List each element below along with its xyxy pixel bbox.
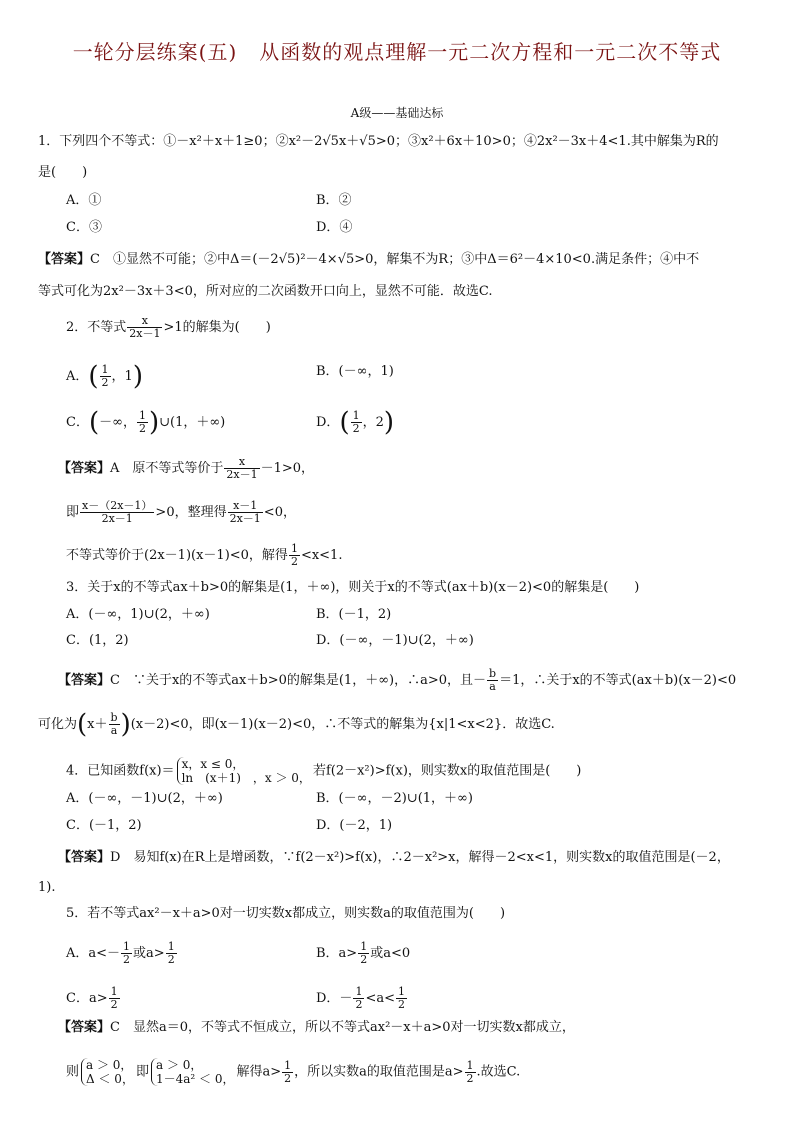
paren-right: ): [148, 407, 160, 438]
numerator: b: [110, 711, 118, 724]
denominator: 2: [110, 998, 118, 1011]
denominator: a: [489, 680, 496, 693]
denominator: 2x－1: [226, 468, 258, 481]
q5-stem: 5．若不等式ax²－x＋a>0对一切实数x都成立，则实数a的取值范围为( ): [66, 906, 506, 921]
q5-option-d-pre: D．－: [316, 991, 353, 1006]
inequality-system: [81, 1058, 134, 1086]
q2-option-d-post: ，2: [362, 415, 384, 430]
q2-answer-1: [58, 456, 764, 481]
q2-option-a-post: ，1: [111, 369, 133, 384]
fraction: [224, 456, 259, 481]
answer-tag: 【答案】: [58, 1020, 111, 1035]
q2-answer-2-post: <0，: [263, 505, 296, 520]
fraction: [80, 500, 154, 525]
denominator: 2: [284, 1071, 292, 1085]
q4-option-a: A．(－∞，－1)∪(2，＋∞): [66, 791, 223, 806]
q2-option-c: C．: [66, 415, 89, 430]
denominator: 2x－1: [129, 327, 161, 340]
q5-answer-2-mid2: 解得a>: [236, 1064, 282, 1080]
q5-answer-text: C 显然a＝0，不等式不恒成立，所以不等式ax²－x＋a>0对一切实数x都成立，: [110, 1020, 575, 1035]
q1-stem: 1．下列四个不等式：①－x²＋x＋1≥0；②x²－2√5x＋√5>0；③x²＋6x＋10>0；④2x²－3x＋4<1.其中解集为R的: [38, 134, 719, 149]
system-line-1: a ＞ 0，: [86, 1058, 133, 1072]
q1-options-cd: [66, 220, 764, 236]
numerator: 1: [355, 985, 363, 998]
q5-options-cd: [66, 986, 764, 1011]
fraction: [358, 941, 369, 966]
q5-answer-2-pre: 则: [66, 1064, 80, 1080]
q5-answer-2: [66, 1058, 764, 1086]
q2-options-cd: [66, 407, 764, 438]
q2-stem-post: >1的解集为( ): [163, 320, 271, 335]
q3-answer-1-post: ＝1，∴关于x的不等式(ax＋b)(x－2)<0: [499, 673, 737, 688]
piecewise-function: [177, 757, 311, 785]
q3-option-a: A．(－∞，1)∪(2，＋∞): [66, 607, 210, 622]
q3-stem: 3．关于x的不等式ax＋b>0的解集是(1，＋∞)，则关于x的不等式(ax＋b)(x－2)<0的解集是( ): [66, 580, 640, 595]
q5-answer-2-post: .故选C.: [476, 1064, 521, 1080]
q4-answer-text: D 易知f(x)在R上是增函数，∵f(2－x²)>f(x)，∴2－x²>x，解得－2<x<1，则实数x的取值范围是(－2，: [110, 850, 730, 865]
q2-option-d-pre: D．: [316, 415, 340, 430]
paren-left: (: [77, 709, 88, 740]
q3-answer-2-pre: 可化为: [38, 717, 78, 732]
q1-option-b: B．②: [316, 193, 352, 208]
q2-answer-3-pre: 不等式等价于(2x－1)(x－1)<0，解得: [66, 548, 288, 563]
fraction: [396, 986, 407, 1011]
fraction: [487, 668, 498, 693]
numerator: 1: [110, 985, 118, 998]
paren-left: (: [339, 407, 350, 438]
q2-option-c-post: ∪(1，＋∞): [159, 415, 226, 430]
q4-stem-pre: 4．已知函数f(x)＝: [66, 763, 175, 779]
denominator: 2: [352, 422, 360, 435]
denominator: 2x－1: [229, 512, 261, 525]
q3-options-cd: [66, 633, 764, 649]
q3-option-c: C．(1，2): [66, 633, 129, 648]
q2-stem-pre: 2．不等式: [66, 320, 127, 335]
numerator: 1: [290, 542, 298, 555]
q4-option-c: C．(－1，2): [66, 818, 142, 833]
q3-option-b: B．(－1，2): [316, 607, 392, 622]
numerator: x: [224, 456, 259, 469]
q3-answer-2: [38, 709, 764, 740]
q4-stem-post: 若f(2－x²)>f(x)，则实数x的取值范围是( ): [312, 763, 582, 779]
system-line-2: Δ ＜ 0，: [86, 1072, 134, 1086]
q3-answer-1-pre: C ∵关于x的不等式ax＋b>0的解集是(1，＋∞)，∴a>0，且－: [110, 673, 487, 688]
q1-answer-text: C ①显然不可能；②中Δ＝(－2√5)²－4×√5>0，解集不为R；③中Δ＝6²－4×10<0.满足条件；④中不: [90, 252, 700, 267]
q2-options-ab: [66, 361, 764, 392]
numerator: 1: [101, 363, 109, 376]
numerator: 1: [352, 409, 360, 422]
q4-answer-2: 1).: [38, 880, 56, 895]
numerator: 1: [397, 985, 405, 998]
q4-option-b: B．(－∞，－2)∪(1，＋∞): [316, 791, 473, 806]
q5-option-c: C．a>: [66, 991, 108, 1006]
piecewise-case-1: x，x ≤ 0，: [181, 757, 245, 771]
q2-option-d: [316, 407, 395, 438]
q3-answer-2-post: (x－2)<0，即(x－1)(x－2)<0，∴不等式的解集为{x|1<x<2}．故选C.: [130, 717, 555, 732]
q2-answer-2: [66, 500, 764, 525]
q5-option-d: [316, 986, 408, 1011]
fraction: [282, 1060, 293, 1085]
numerator: x: [127, 315, 162, 328]
q2-stem: [66, 315, 764, 340]
q1-stem-2: 是( ): [38, 165, 88, 180]
q5-option-a: A．a<－: [66, 946, 121, 961]
fraction: [351, 410, 362, 435]
fraction: [100, 364, 111, 389]
q2-option-c-a: －∞，: [99, 415, 136, 430]
q1-option-c: C．③: [66, 220, 102, 235]
q3-answer-2-a: x＋: [87, 717, 108, 732]
inequality-system: [151, 1058, 235, 1086]
fraction: [127, 315, 162, 340]
q1-option-d: D．④: [316, 220, 353, 235]
system-line-1: a ＞ 0，: [155, 1058, 203, 1072]
denominator: 2: [290, 555, 298, 568]
level-heading: A级——基础达标: [350, 106, 444, 120]
fraction: [289, 543, 300, 568]
fraction: [109, 986, 120, 1011]
answer-tag: 【答案】: [58, 673, 111, 688]
answer-tag: 【答案】: [38, 252, 91, 267]
numerator: x－1: [228, 500, 263, 513]
page-title: [0, 36, 794, 65]
denominator: 2: [101, 376, 109, 389]
q2-answer-3-post: <x<1.: [300, 548, 343, 563]
fraction: [353, 986, 364, 1011]
q2-answer-2-mid: >0，整理得: [155, 505, 227, 520]
numerator: 1: [123, 940, 131, 953]
q2-answer-2-pre: 即: [66, 505, 80, 520]
numerator: 1: [138, 409, 146, 422]
q5-option-b: [316, 941, 410, 966]
q2-answer-1-pre: A 原不等式等价于: [110, 461, 224, 476]
q5-answer-2-mid3: ，所以实数a的取值范围是a>: [294, 1064, 464, 1080]
q4-option-d: D．(－2，1): [316, 818, 393, 833]
q5-answer-1: [58, 1020, 764, 1036]
q1-options-ab: [66, 193, 764, 209]
denominator: 2: [167, 953, 175, 966]
q1-answer-2: 等式可化为2x²－3x＋3<0，所对应的二次函数开口向上，显然不可能．故选C.: [38, 284, 493, 299]
q1-option-a: A．①: [66, 193, 102, 208]
denominator: 2: [355, 998, 363, 1011]
denominator: 2x－1: [101, 512, 133, 525]
paren-right: ): [132, 361, 143, 392]
q5-option-b-pre: B．a>: [316, 946, 358, 961]
denominator: a: [110, 724, 118, 737]
q3-options-ab: [66, 607, 764, 623]
fraction: [137, 410, 148, 435]
fraction: [109, 712, 120, 737]
numerator: x－（2x－1）: [82, 499, 153, 512]
title-right: 从函数的观点理解一元二次方程和一元二次不等式: [259, 40, 722, 64]
denominator: 2: [123, 953, 131, 966]
paren-right: ): [120, 709, 131, 740]
paren-left: (: [88, 407, 100, 438]
piecewise-case-2: ln (x＋1) ，x ＞ 0，: [181, 771, 311, 785]
numerator: 1: [284, 1058, 292, 1072]
q2-answer-3: [66, 543, 764, 568]
fraction: [121, 941, 132, 966]
numerator: 1: [466, 1058, 474, 1072]
fraction: [166, 941, 177, 966]
q2-answer-1-post: －1>0，: [260, 461, 315, 476]
q5-option-d-mid: <a<: [365, 991, 395, 1006]
q5-option-a-mid: 或a>: [133, 946, 165, 961]
denominator: 2: [360, 953, 368, 966]
q4-answer-1: [58, 850, 764, 866]
q5-answer-2-mid: 即: [135, 1064, 149, 1080]
paren-left: (: [88, 361, 99, 392]
q2-option-a: A．: [66, 369, 89, 384]
q5-option-b-post: 或a<0: [370, 946, 411, 961]
q2-option-b: B．(－∞，1): [316, 364, 394, 379]
answer-tag: 【答案】: [58, 850, 111, 865]
title-left: 一轮分层练案(五): [72, 40, 238, 64]
q3-option-d: D．(－∞，－1)∪(2，＋∞): [316, 633, 474, 648]
paren-right: ): [383, 407, 395, 438]
system-line-2: 1－4a² ＜ 0，: [155, 1072, 235, 1086]
denominator: 2: [138, 422, 146, 435]
denominator: 2: [466, 1071, 474, 1085]
q4-options-cd: [66, 818, 764, 834]
q1-answer-1: [38, 252, 764, 268]
fraction: [465, 1060, 476, 1085]
fraction: [228, 500, 263, 525]
numerator: 1: [167, 940, 175, 953]
denominator: 2: [397, 998, 405, 1011]
q4-stem: [66, 757, 764, 785]
numerator: 1: [360, 940, 368, 953]
q4-options-ab: [66, 791, 764, 807]
numerator: b: [489, 667, 497, 680]
q5-options-ab: [66, 941, 764, 966]
answer-tag: 【答案】: [58, 461, 111, 476]
q3-answer-1: [58, 668, 764, 693]
